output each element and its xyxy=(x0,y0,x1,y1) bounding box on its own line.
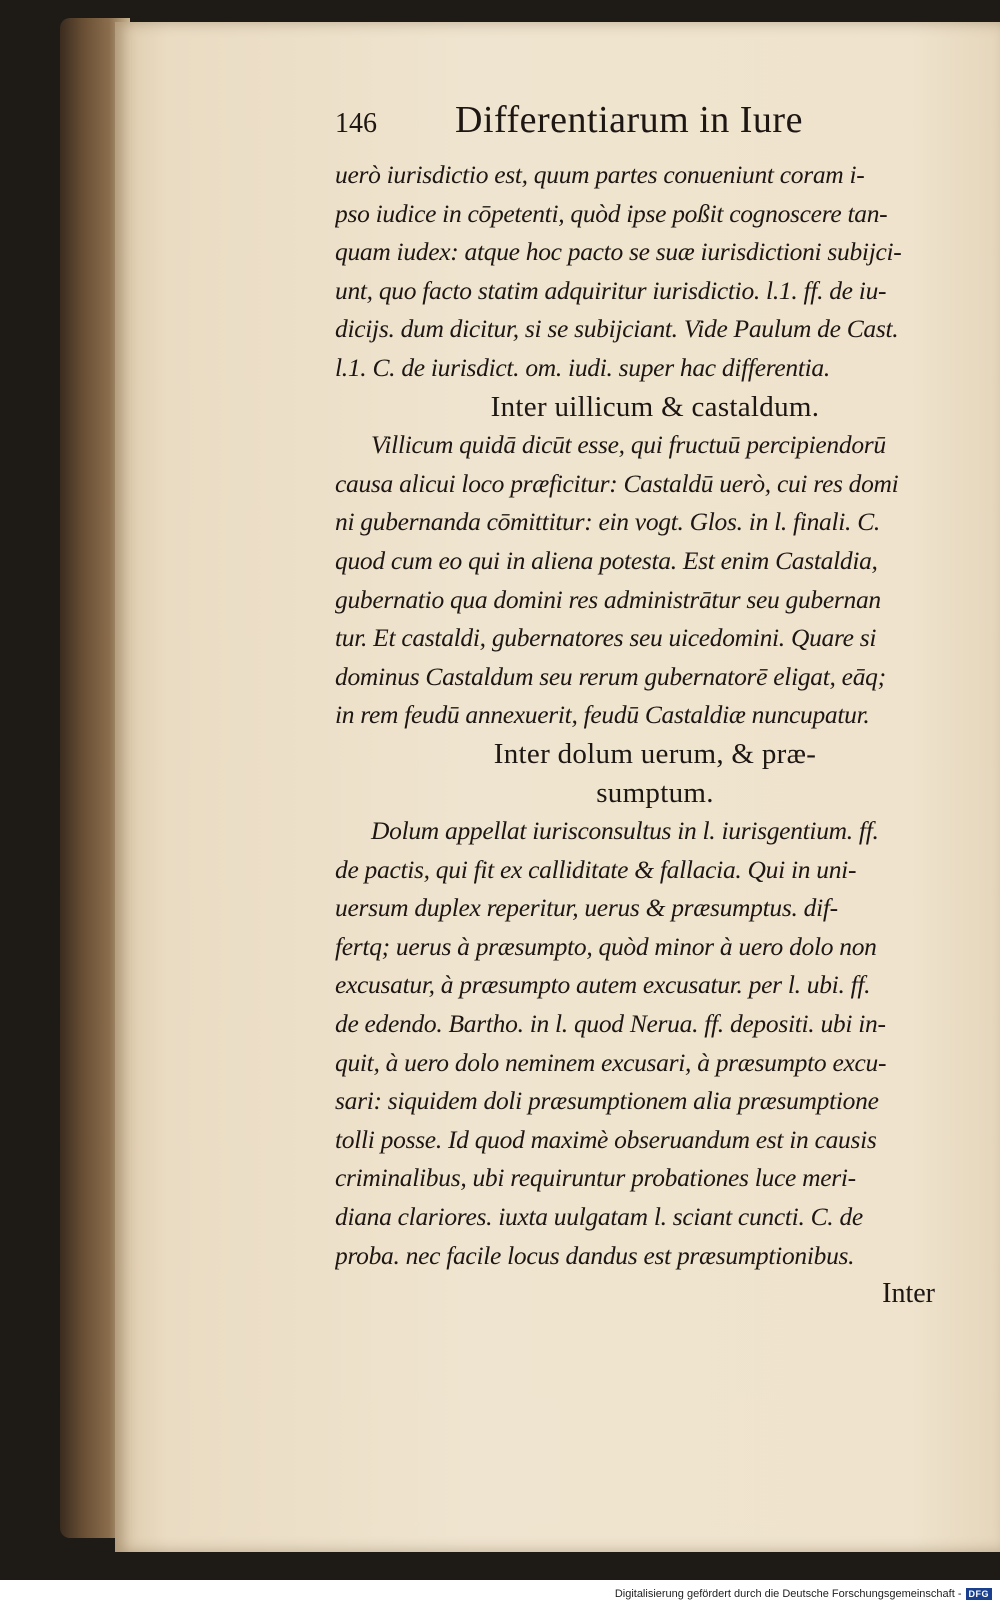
credit-text: Digitalisierung gefördert durch die Deutsche Forschungsgemeinschaft - xyxy=(614,1588,962,1600)
catchword: Inter xyxy=(882,1278,935,1310)
text-line: Dolum appellat iurisconsultus in l. iurisgentium. ff. xyxy=(371,816,879,846)
text-line: sari: siquidem doli præsumptionem alia præsumptione xyxy=(335,1086,879,1116)
text-line: uersum duplex reperitur, uerus & præsumptus. dif- xyxy=(335,893,838,923)
text-line: tolli posse. Id quod maximè obseruandum est in causis xyxy=(335,1124,877,1154)
text-line: quam iudex: atque hoc pacto se suæ iurisdictioni subijci- xyxy=(335,237,902,267)
text-line: de edendo. Bartho. in l. quod Nerua. ff. depositi. ubi in- xyxy=(335,1009,886,1039)
page-text xyxy=(335,98,975,1314)
text-line: quit, à uero dolo neminem excusari, à præsumpto excu- xyxy=(335,1047,887,1077)
section-heading: Inter uillicum & castaldum. xyxy=(490,390,820,423)
text-line: causa alicui loco præficitur: Castaldū uerò, cui res domi xyxy=(335,468,899,498)
text-line: de pactis, qui fit ex calliditate & fallacia. Qui in uni- xyxy=(335,854,857,884)
text-line: dicijs. dum dicitur, si se subijciant. Vide Paulum de Cast. xyxy=(335,314,899,344)
page-number: 146 xyxy=(335,108,377,139)
text-line: diana clariores. iuxta uulgatam l. sciant cuncti. C. de xyxy=(335,1202,863,1232)
text-line: quod cum eo qui in aliena potesta. Est enim Castaldia, xyxy=(335,545,878,575)
funding-credit xyxy=(615,1585,992,1603)
section-heading-continued: sumptum. xyxy=(596,776,714,809)
text-line: in rem feudū annexuerit, feudū Castaldiæ nuncupatur. xyxy=(335,700,870,730)
text-line: l.1. C. de iurisdict. om. iudi. super hac differentia. xyxy=(335,352,830,382)
running-head xyxy=(335,98,975,156)
text-line: dominus Castaldum seu rerum gubernatorē eligat, eāq; xyxy=(335,661,886,691)
running-title: Differentiarum in Iure xyxy=(455,99,803,141)
text-line: uerò iurisdictio est, quum partes conueniunt coram i- xyxy=(335,160,865,189)
text-line: pso iudice in cōpetenti, quòd ipse poßit cognoscere tan- xyxy=(335,198,888,228)
section-heading: Inter dolum uerum, & præ- xyxy=(493,737,817,770)
text-line: ni gubernanda cōmittitur: ein vogt. Glos. in l. finali. C. xyxy=(335,507,880,537)
text-line: tur. Et castaldi, gubernatores seu uicedomini. Quare si xyxy=(335,623,877,653)
dfg-logo: DFG xyxy=(966,1588,993,1600)
text-line: gubernatio qua domini res administrātur seu gubernan xyxy=(335,584,881,614)
text-line: Villicum quidā dicūt esse, qui fructuū percipiendorū xyxy=(371,430,886,460)
text-line: fertq; uerus à præsumpto, quòd minor à uero dolo non xyxy=(335,931,877,961)
text-line: unt, quo facto statim adquiritur iurisdictio. l.1. ff. de iu- xyxy=(335,275,887,305)
text-line: criminalibus, ubi requiruntur probationes luce meri- xyxy=(335,1163,856,1193)
text-line: proba. nec facile locus dandus est præsumptionibus. xyxy=(335,1240,855,1270)
text-line: excusatur, à præsumpto autem excusatur. per l. ubi. ff. xyxy=(335,970,871,1000)
